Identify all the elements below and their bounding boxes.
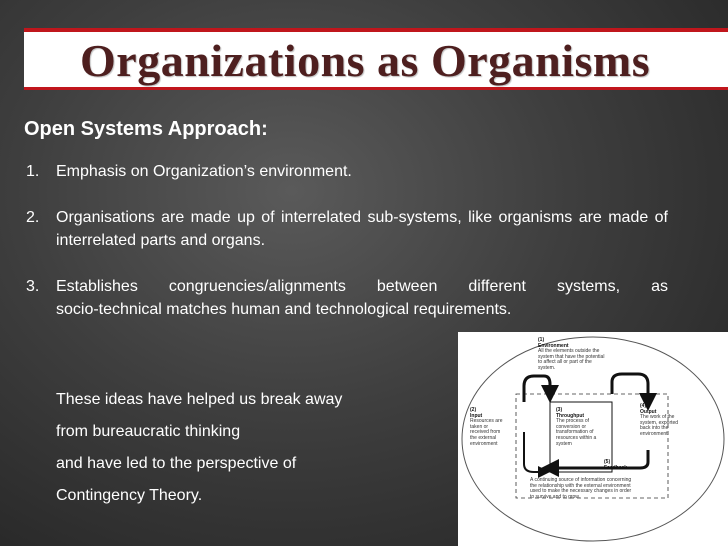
environment-line: system that have the potential: [538, 353, 605, 360]
input-line: environment: [470, 440, 498, 447]
output-line: The work of the: [640, 414, 675, 421]
point-number: 1.: [26, 163, 40, 180]
throughput-number: (3): [556, 407, 563, 413]
section-heading: Open Systems Approach:: [24, 118, 268, 140]
idea-line: and have led to the perspective of: [56, 455, 297, 472]
feedback-line: used to make the necessary changes in order: [530, 488, 632, 495]
feedback-description: [530, 478, 670, 500]
feedback-title-label: [604, 460, 644, 471]
output-arrow: [612, 374, 648, 402]
point-2: [26, 206, 668, 252]
output-number: (4): [640, 403, 647, 409]
idea-line: Contingency Theory.: [56, 487, 203, 504]
environment-label: [538, 338, 628, 372]
output-title: Output: [640, 408, 657, 415]
output-line: environment: [640, 430, 668, 437]
point-number: 2.: [26, 209, 40, 226]
input-arrow: [524, 376, 550, 402]
throughput-line: conversion or: [556, 423, 587, 430]
open-systems-diagram: [458, 332, 728, 546]
feedback-line: to survive and to grow.: [530, 493, 581, 500]
input-title: Input: [470, 412, 483, 419]
title-banner: [24, 28, 728, 90]
idea-line: from bureaucratic thinking: [56, 423, 241, 440]
slide-title: Organizations as Organisms: [80, 35, 651, 86]
point-number: 3.: [26, 278, 40, 295]
ideas-block: [56, 388, 342, 516]
input-line: the external: [470, 434, 497, 441]
point-1: [26, 160, 668, 183]
environment-line: to affect all or part of the: [538, 359, 592, 366]
throughput-line: system: [556, 440, 572, 447]
environment-number: (1): [538, 337, 545, 343]
feedback-line: the relationship with the external environment: [530, 482, 631, 489]
output-label: [640, 404, 700, 438]
point-text-line-2: socio-technical matches human and technological requirements.: [56, 301, 512, 318]
input-number: (2): [470, 407, 477, 413]
point-text: Organisations are made up of interrelated sub-systems, like organisms are made of interrelated parts and organs.: [56, 209, 668, 249]
point-text-line-1: Establishes congruencies/alignments between different systems, as: [56, 278, 668, 295]
return-arrow: [524, 432, 544, 472]
feedback-number: (5): [604, 459, 611, 465]
throughput-title: Throughput: [556, 412, 585, 419]
points-list: [26, 160, 668, 344]
input-label: [470, 408, 514, 447]
point-text: Emphasis on Organization’s environment.: [56, 163, 352, 180]
environment-title: Environment: [538, 342, 569, 349]
input-line: taken or: [470, 423, 489, 430]
output-line: system, exported: [640, 419, 679, 426]
feedback-line: A continuing source of information concerning: [530, 477, 632, 483]
throughput-line: The process of: [556, 418, 590, 425]
feedback-title: Feedback: [604, 464, 628, 471]
environment-line: All the elements outside the: [538, 348, 600, 355]
throughput-label: [556, 408, 612, 447]
throughput-line: transformation of: [556, 429, 594, 436]
idea-line: These ideas have helped us break away: [56, 391, 343, 408]
output-line: back into the: [640, 425, 669, 432]
environment-line: system.: [538, 364, 556, 371]
point-3: [26, 275, 668, 321]
input-line: Resources are: [470, 418, 503, 425]
throughput-line: resources within a: [556, 434, 597, 441]
input-line: received from: [470, 429, 501, 436]
